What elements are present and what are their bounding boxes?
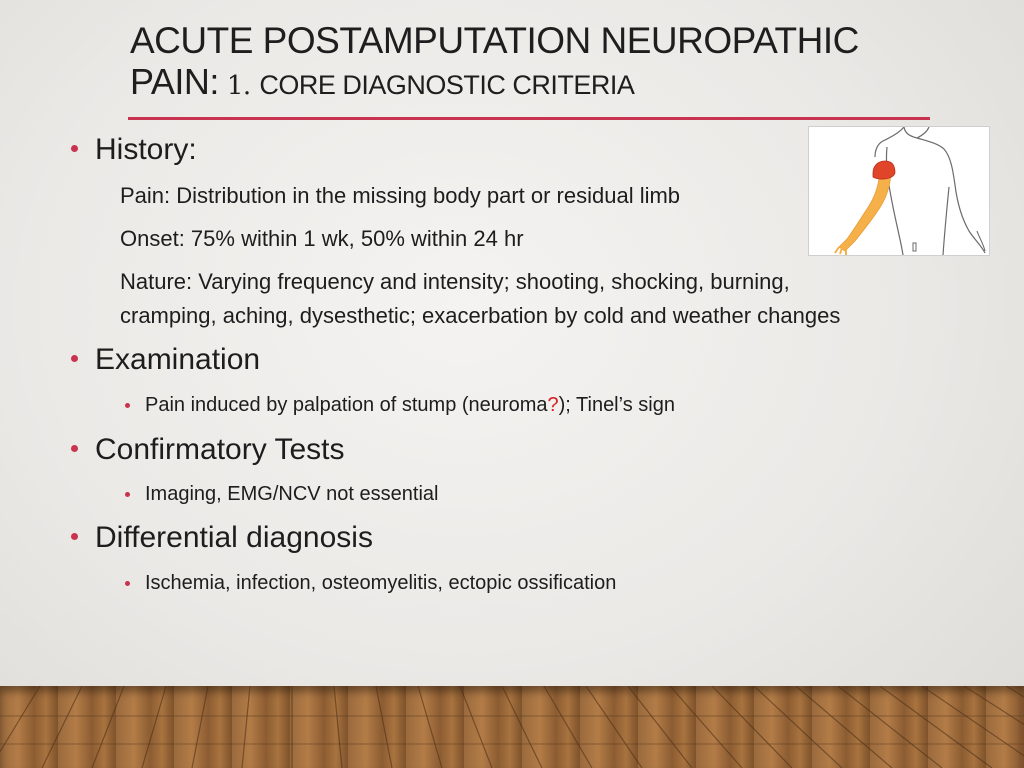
examination-item: [145, 394, 675, 417]
bullet-dot: [71, 145, 78, 152]
differential-heading: Differential diagnosis: [95, 521, 373, 554]
wood-floor-decoration: [0, 686, 1024, 768]
examination-heading: Examination: [95, 343, 261, 376]
bullet-confirmatory-tests: [95, 433, 345, 467]
sub-bullet-dot: [125, 492, 130, 497]
title-line-1: ACUTE POSTAMPUTATION NEUROPATHIC: [130, 20, 859, 61]
slide-title: [130, 20, 930, 106]
confirmatory-item: [145, 483, 438, 506]
sub-bullet-dot: [125, 581, 130, 586]
bullet-dot: [71, 355, 78, 362]
floor-planks: [0, 686, 1024, 768]
examination-text-before: Pain induced by palpation of stump (neuroma: [145, 394, 548, 416]
title-underline: [128, 117, 930, 120]
bullet-examination: [95, 343, 260, 377]
confirmatory-heading: Confirmatory Tests: [95, 433, 345, 466]
neuroma-question-mark: ?: [547, 394, 559, 416]
bullet-dot: [71, 533, 78, 540]
sub-bullet-dot: [125, 403, 130, 408]
bullet-differential-diagnosis: [95, 521, 373, 555]
title-line-2: [130, 62, 930, 106]
title-subtitle: CORE DIAGNOSTIC CRITERIA: [259, 70, 635, 100]
history-heading: History:: [95, 133, 197, 166]
differential-item: [145, 572, 616, 595]
amputated-arm-illustration: [808, 126, 990, 256]
examination-text-after: ); Tinel’s sign: [558, 394, 675, 416]
bullet-history: [95, 133, 197, 167]
body-outline-icon: [809, 127, 989, 255]
history-nature-line1: Nature: Varying frequency and intensity; shooting, shocking, burning,: [120, 269, 790, 294]
history-pain: Pain: Distribution in the missing body part or residual limb: [120, 183, 681, 208]
bullet-dot: [71, 445, 78, 452]
confirmatory-text: Imaging, EMG/NCV not essential: [145, 483, 439, 505]
title-number: 1.: [226, 71, 251, 101]
history-onset: Onset: 75% within 1 wk, 50% within 24 hr: [120, 226, 524, 251]
differential-text: Ischemia, infection, osteomyelitis, ectopic ossification: [145, 572, 617, 594]
history-nature-line2: cramping, aching, dysesthetic; exacerbation by cold and weather changes: [120, 303, 841, 328]
title-pain-word: PAIN:: [130, 61, 219, 102]
